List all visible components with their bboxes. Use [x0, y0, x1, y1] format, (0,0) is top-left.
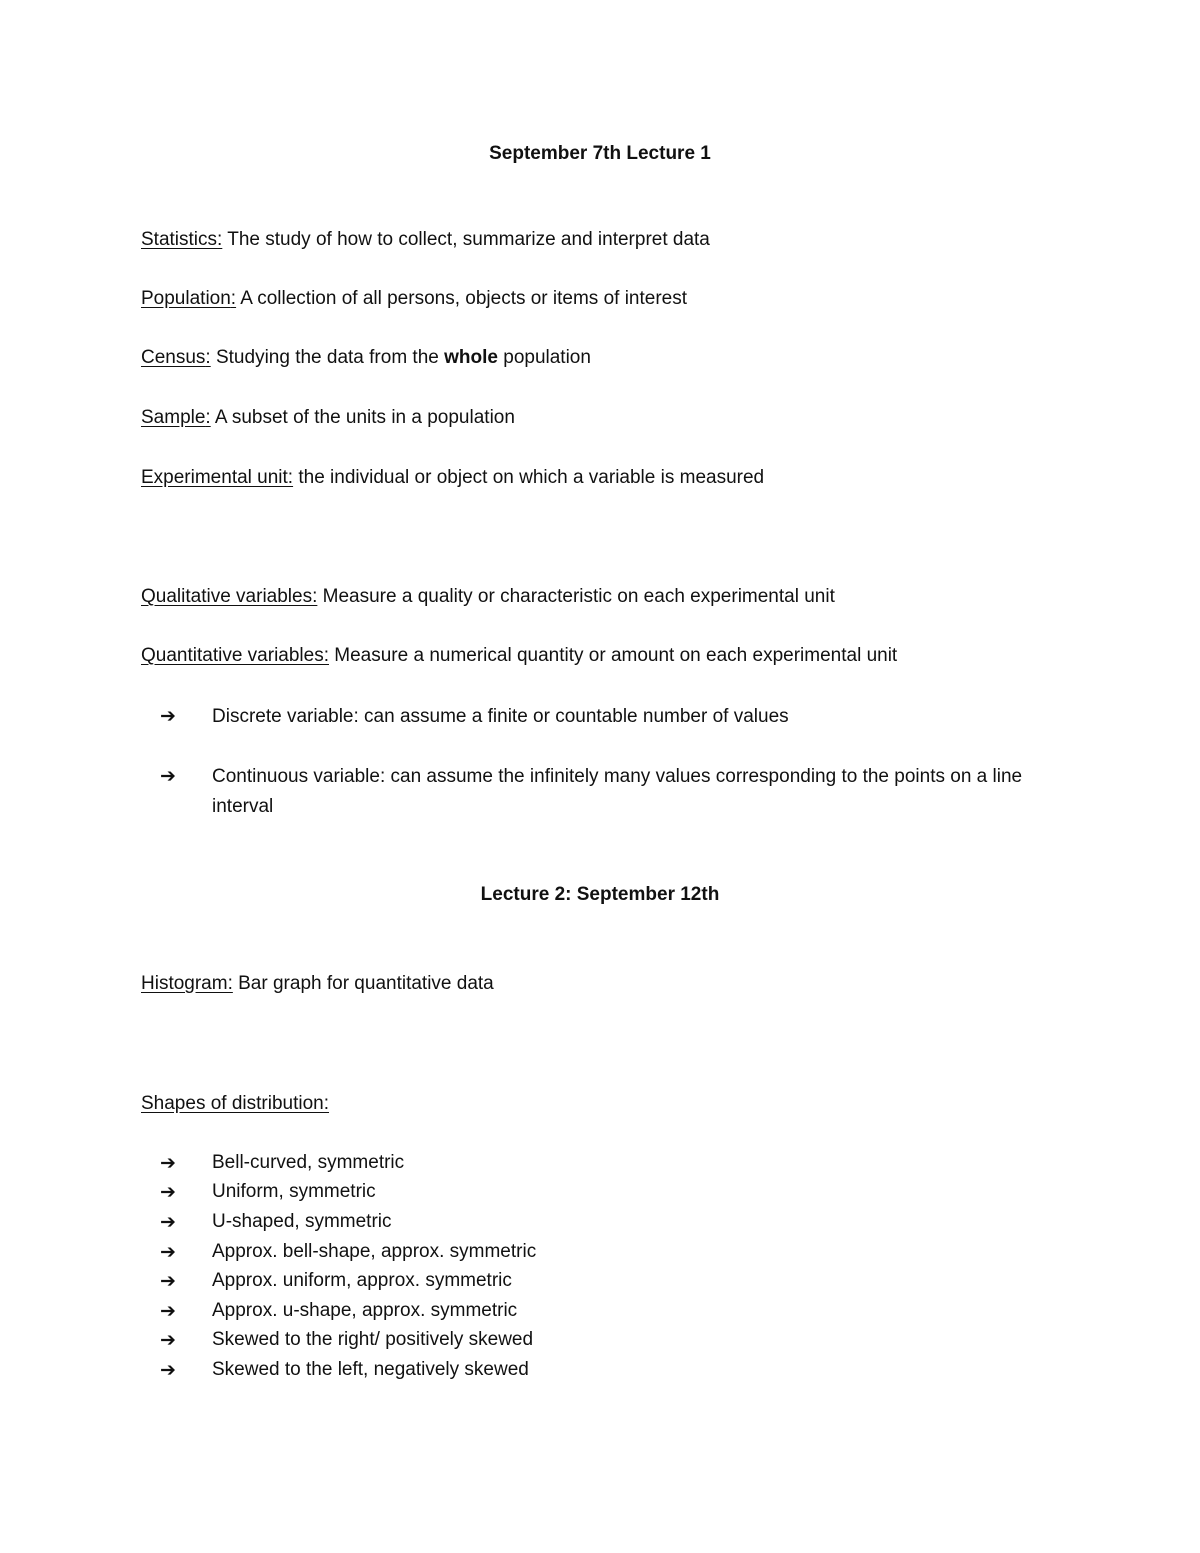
list-item: Skewed to the right/ positively skewed — [212, 1329, 534, 1350]
list-item: Discrete variable: can assume a finite or countable number of values — [212, 706, 789, 727]
term: Shapes of distribution: — [141, 1093, 330, 1114]
arrow-bullet-icon: ➔ — [160, 1301, 176, 1322]
term: Qualitative variables: — [141, 586, 318, 607]
arrow-bullet-icon: ➔ — [160, 706, 176, 727]
arrow-bullet-icon: ➔ — [160, 1182, 176, 1203]
arrow-bullet-icon: ➔ — [160, 766, 176, 787]
definition-sample — [141, 405, 515, 431]
lecture2-title: Lecture 2: September 12th — [480, 884, 720, 905]
definition-quantitative-variables — [141, 643, 897, 669]
definition-text: A subset of the units in a population — [210, 407, 515, 428]
definition-statistics — [141, 227, 710, 253]
definition-emphasis: whole — [444, 347, 498, 368]
definition-text: the individual or object on which a variable is measured — [293, 467, 765, 488]
definition-histogram — [141, 971, 494, 997]
list-item: Skewed to the left, negatively skewed — [212, 1359, 529, 1380]
term-suffix: : — [205, 407, 211, 428]
lecture1-title: September 7th Lecture 1 — [489, 143, 711, 164]
arrow-bullet-icon: ➔ — [160, 1330, 176, 1351]
list-item: U-shaped, symmetric — [212, 1211, 392, 1232]
list-item: Approx. uniform, approx. symmetric — [212, 1270, 512, 1291]
list-item: Approx. bell-shape, approx. symmetric — [212, 1241, 537, 1262]
list-item: Approx. u-shape, approx. symmetric — [212, 1300, 518, 1321]
definition-text: The study of how to collect, summarize and interpret data — [222, 229, 710, 250]
definition-qualitative-variables — [141, 584, 835, 610]
term-suffix: : — [205, 347, 211, 368]
term: Sample — [141, 407, 206, 428]
term-suffix: : — [230, 288, 237, 309]
definition-text: Bar graph for quantitative data — [232, 973, 494, 994]
arrow-bullet-icon: ➔ — [160, 1242, 176, 1263]
shapes-heading — [141, 1091, 329, 1117]
arrow-bullet-icon: ➔ — [160, 1360, 176, 1381]
list-item: Bell-curved, symmetric — [212, 1152, 405, 1173]
definition-experimental-unit — [141, 465, 764, 491]
definition-text: Measure a numerical quantity or amount on each experimental unit — [329, 645, 898, 666]
term: Census — [141, 347, 206, 368]
list-item: Continuous variable: can assume the infinitely many values corresponding to the points on a line interval — [212, 766, 1023, 817]
list-item: Uniform, symmetric — [212, 1181, 376, 1202]
term: Quantitative variables: — [141, 645, 329, 666]
arrow-bullet-icon: ➔ — [160, 1153, 176, 1174]
term: Experimental unit: — [141, 467, 294, 488]
definition-text: A collection of all persons, objects or items of interest — [236, 288, 688, 309]
term: Statistics — [141, 229, 218, 250]
definition-census — [141, 345, 591, 371]
term: Population — [141, 288, 231, 309]
term-suffix: : — [217, 229, 223, 250]
arrow-bullet-icon: ➔ — [160, 1212, 176, 1233]
definition-text: Measure a quality or characteristic on each experimental unit — [317, 586, 835, 607]
term: Histogram: — [141, 973, 233, 994]
definition-text: population — [497, 347, 591, 368]
arrow-bullet-icon: ➔ — [160, 1271, 176, 1292]
definition-text: Studying the data from the — [210, 347, 445, 368]
definition-population — [141, 286, 687, 312]
